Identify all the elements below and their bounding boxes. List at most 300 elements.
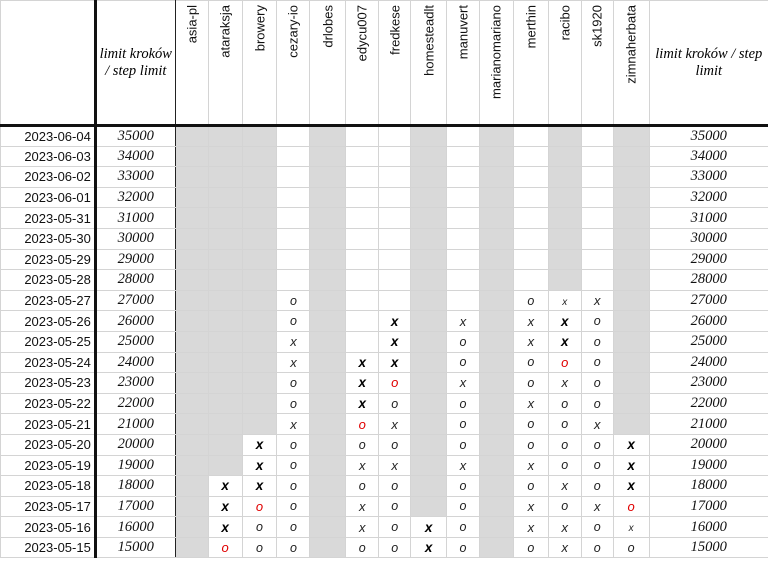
status-cell[interactable] bbox=[581, 187, 613, 208]
status-cell[interactable] bbox=[379, 249, 411, 270]
status-cell[interactable] bbox=[411, 455, 447, 476]
limit-cell-right[interactable]: 21000 bbox=[649, 414, 768, 435]
status-cell[interactable] bbox=[379, 187, 411, 208]
status-cell[interactable] bbox=[175, 249, 208, 270]
status-cell[interactable] bbox=[208, 167, 242, 188]
status-cell[interactable] bbox=[581, 352, 613, 373]
status-cell[interactable] bbox=[479, 393, 513, 414]
status-cell[interactable] bbox=[277, 167, 310, 188]
status-cell[interactable] bbox=[447, 393, 480, 414]
limit-cell[interactable]: 17000 bbox=[95, 496, 175, 517]
status-cell[interactable] bbox=[613, 476, 649, 497]
limit-cell-right[interactable]: 33000 bbox=[649, 167, 768, 188]
status-cell[interactable] bbox=[310, 517, 346, 538]
status-cell[interactable] bbox=[479, 146, 513, 167]
status-cell[interactable] bbox=[548, 476, 581, 497]
status-cell[interactable] bbox=[581, 290, 613, 311]
status-cell[interactable] bbox=[447, 249, 480, 270]
status-cell[interactable] bbox=[513, 517, 548, 538]
limit-cell[interactable]: 21000 bbox=[95, 414, 175, 435]
status-cell[interactable] bbox=[613, 393, 649, 414]
status-cell[interactable] bbox=[581, 434, 613, 455]
limit-cell[interactable]: 31000 bbox=[95, 208, 175, 229]
status-cell[interactable] bbox=[447, 517, 480, 538]
status-cell[interactable] bbox=[548, 167, 581, 188]
date-cell[interactable]: 2023-05-26 bbox=[1, 311, 96, 332]
status-cell[interactable] bbox=[447, 208, 480, 229]
status-cell[interactable] bbox=[242, 311, 277, 332]
status-cell[interactable] bbox=[346, 331, 379, 352]
status-cell[interactable] bbox=[175, 228, 208, 249]
limit-cell[interactable]: 35000 bbox=[95, 126, 175, 147]
status-cell[interactable] bbox=[310, 393, 346, 414]
status-cell[interactable] bbox=[277, 331, 310, 352]
status-cell[interactable] bbox=[346, 290, 379, 311]
status-cell[interactable] bbox=[447, 270, 480, 291]
status-cell[interactable] bbox=[242, 434, 277, 455]
limit-cell[interactable]: 20000 bbox=[95, 434, 175, 455]
status-cell[interactable] bbox=[277, 352, 310, 373]
status-cell[interactable] bbox=[479, 187, 513, 208]
status-cell[interactable] bbox=[447, 537, 480, 558]
user-column-header-asia-pl[interactable] bbox=[175, 1, 208, 126]
status-cell[interactable] bbox=[208, 352, 242, 373]
date-cell[interactable]: 2023-05-29 bbox=[1, 249, 96, 270]
status-cell[interactable] bbox=[277, 249, 310, 270]
status-cell[interactable] bbox=[379, 208, 411, 229]
status-cell[interactable] bbox=[277, 537, 310, 558]
limit-cell-right[interactable]: 25000 bbox=[649, 331, 768, 352]
status-cell[interactable] bbox=[208, 270, 242, 291]
limit-cell[interactable]: 34000 bbox=[95, 146, 175, 167]
status-cell[interactable] bbox=[208, 311, 242, 332]
status-cell[interactable] bbox=[447, 187, 480, 208]
status-cell[interactable] bbox=[277, 187, 310, 208]
status-cell[interactable] bbox=[581, 331, 613, 352]
status-cell[interactable] bbox=[310, 537, 346, 558]
date-cell[interactable]: 2023-06-03 bbox=[1, 146, 96, 167]
status-cell[interactable] bbox=[346, 373, 379, 394]
status-cell[interactable] bbox=[175, 373, 208, 394]
status-cell[interactable] bbox=[447, 146, 480, 167]
status-cell[interactable] bbox=[242, 331, 277, 352]
status-cell[interactable] bbox=[548, 146, 581, 167]
status-cell[interactable] bbox=[581, 126, 613, 147]
status-cell[interactable] bbox=[411, 311, 447, 332]
status-cell[interactable] bbox=[379, 167, 411, 188]
status-cell[interactable] bbox=[379, 146, 411, 167]
limit-cell-right[interactable]: 30000 bbox=[649, 228, 768, 249]
date-cell[interactable]: 2023-05-31 bbox=[1, 208, 96, 229]
status-cell[interactable] bbox=[242, 290, 277, 311]
status-cell[interactable] bbox=[208, 496, 242, 517]
status-cell[interactable] bbox=[548, 414, 581, 435]
status-cell[interactable] bbox=[242, 146, 277, 167]
status-cell[interactable] bbox=[513, 455, 548, 476]
limit-cell-right[interactable]: 26000 bbox=[649, 311, 768, 332]
status-cell[interactable] bbox=[208, 290, 242, 311]
limit-cell-right[interactable]: 18000 bbox=[649, 476, 768, 497]
status-cell[interactable] bbox=[613, 126, 649, 147]
status-cell[interactable] bbox=[513, 187, 548, 208]
status-cell[interactable] bbox=[310, 496, 346, 517]
status-cell[interactable] bbox=[346, 167, 379, 188]
user-column-header-racibo[interactable] bbox=[548, 1, 581, 126]
status-cell[interactable] bbox=[581, 228, 613, 249]
status-cell[interactable] bbox=[513, 167, 548, 188]
status-cell[interactable] bbox=[411, 290, 447, 311]
status-cell[interactable] bbox=[613, 352, 649, 373]
status-cell[interactable] bbox=[310, 373, 346, 394]
date-cell[interactable]: 2023-05-21 bbox=[1, 414, 96, 435]
status-cell[interactable] bbox=[346, 208, 379, 229]
status-cell[interactable] bbox=[513, 146, 548, 167]
status-cell[interactable] bbox=[548, 434, 581, 455]
status-cell[interactable] bbox=[513, 228, 548, 249]
limit-cell[interactable]: 27000 bbox=[95, 290, 175, 311]
status-cell[interactable] bbox=[208, 393, 242, 414]
status-cell[interactable] bbox=[175, 414, 208, 435]
status-cell[interactable] bbox=[513, 208, 548, 229]
status-cell[interactable] bbox=[346, 537, 379, 558]
status-cell[interactable] bbox=[175, 167, 208, 188]
status-cell[interactable] bbox=[513, 290, 548, 311]
status-cell[interactable] bbox=[479, 537, 513, 558]
status-cell[interactable] bbox=[208, 476, 242, 497]
status-cell[interactable] bbox=[175, 496, 208, 517]
status-cell[interactable] bbox=[379, 352, 411, 373]
limit-cell-right[interactable]: 15000 bbox=[649, 537, 768, 558]
status-cell[interactable] bbox=[613, 496, 649, 517]
limit-column-header-right[interactable] bbox=[649, 1, 768, 126]
status-cell[interactable] bbox=[208, 208, 242, 229]
status-cell[interactable] bbox=[208, 187, 242, 208]
status-cell[interactable] bbox=[208, 517, 242, 538]
date-cell[interactable]: 2023-05-28 bbox=[1, 270, 96, 291]
user-column-header-cezary-io[interactable] bbox=[277, 1, 310, 126]
status-cell[interactable] bbox=[447, 126, 480, 147]
status-cell[interactable] bbox=[310, 249, 346, 270]
status-cell[interactable] bbox=[310, 187, 346, 208]
status-cell[interactable] bbox=[277, 414, 310, 435]
status-cell[interactable] bbox=[208, 331, 242, 352]
status-cell[interactable] bbox=[513, 414, 548, 435]
limit-cell-right[interactable]: 34000 bbox=[649, 146, 768, 167]
status-cell[interactable] bbox=[581, 208, 613, 229]
status-cell[interactable] bbox=[548, 537, 581, 558]
status-cell[interactable] bbox=[613, 167, 649, 188]
status-cell[interactable] bbox=[411, 249, 447, 270]
status-cell[interactable] bbox=[479, 290, 513, 311]
status-cell[interactable] bbox=[447, 373, 480, 394]
status-cell[interactable] bbox=[411, 393, 447, 414]
status-cell[interactable] bbox=[175, 537, 208, 558]
status-cell[interactable] bbox=[277, 311, 310, 332]
limit-cell-right[interactable]: 24000 bbox=[649, 352, 768, 373]
status-cell[interactable] bbox=[277, 126, 310, 147]
status-cell[interactable] bbox=[411, 126, 447, 147]
status-cell[interactable] bbox=[242, 249, 277, 270]
status-cell[interactable] bbox=[277, 476, 310, 497]
date-cell[interactable]: 2023-06-01 bbox=[1, 187, 96, 208]
status-cell[interactable] bbox=[379, 331, 411, 352]
status-cell[interactable] bbox=[346, 126, 379, 147]
status-cell[interactable] bbox=[242, 208, 277, 229]
status-cell[interactable] bbox=[581, 517, 613, 538]
status-cell[interactable] bbox=[447, 455, 480, 476]
status-cell[interactable] bbox=[613, 537, 649, 558]
date-cell[interactable]: 2023-05-22 bbox=[1, 393, 96, 414]
status-cell[interactable] bbox=[479, 249, 513, 270]
status-cell[interactable] bbox=[581, 393, 613, 414]
limit-cell[interactable]: 30000 bbox=[95, 228, 175, 249]
status-cell[interactable] bbox=[548, 126, 581, 147]
status-cell[interactable] bbox=[208, 126, 242, 147]
status-cell[interactable] bbox=[277, 373, 310, 394]
status-cell[interactable] bbox=[346, 228, 379, 249]
status-cell[interactable] bbox=[581, 249, 613, 270]
status-cell[interactable] bbox=[175, 270, 208, 291]
date-column-header[interactable] bbox=[1, 1, 96, 126]
limit-cell[interactable]: 22000 bbox=[95, 393, 175, 414]
status-cell[interactable] bbox=[379, 311, 411, 332]
status-cell[interactable] bbox=[613, 208, 649, 229]
status-cell[interactable] bbox=[411, 146, 447, 167]
status-cell[interactable] bbox=[447, 311, 480, 332]
limit-cell-right[interactable]: 32000 bbox=[649, 187, 768, 208]
status-cell[interactable] bbox=[242, 476, 277, 497]
status-cell[interactable] bbox=[242, 414, 277, 435]
status-cell[interactable] bbox=[513, 311, 548, 332]
date-cell[interactable]: 2023-05-19 bbox=[1, 455, 96, 476]
status-cell[interactable] bbox=[242, 187, 277, 208]
status-cell[interactable] bbox=[613, 373, 649, 394]
status-cell[interactable] bbox=[310, 311, 346, 332]
date-cell[interactable]: 2023-05-20 bbox=[1, 434, 96, 455]
status-cell[interactable] bbox=[479, 496, 513, 517]
status-cell[interactable] bbox=[175, 517, 208, 538]
status-cell[interactable] bbox=[411, 414, 447, 435]
status-cell[interactable] bbox=[447, 331, 480, 352]
user-column-header-edycu007[interactable] bbox=[346, 1, 379, 126]
status-cell[interactable] bbox=[175, 393, 208, 414]
limit-cell-right[interactable]: 35000 bbox=[649, 126, 768, 147]
status-cell[interactable] bbox=[379, 126, 411, 147]
status-cell[interactable] bbox=[242, 167, 277, 188]
status-cell[interactable] bbox=[613, 517, 649, 538]
status-cell[interactable] bbox=[411, 208, 447, 229]
status-cell[interactable] bbox=[613, 228, 649, 249]
status-cell[interactable] bbox=[479, 331, 513, 352]
status-cell[interactable] bbox=[513, 352, 548, 373]
status-cell[interactable] bbox=[447, 352, 480, 373]
status-cell[interactable] bbox=[479, 208, 513, 229]
status-cell[interactable] bbox=[379, 476, 411, 497]
status-cell[interactable] bbox=[581, 455, 613, 476]
status-cell[interactable] bbox=[175, 434, 208, 455]
status-cell[interactable] bbox=[411, 517, 447, 538]
limit-cell[interactable]: 28000 bbox=[95, 270, 175, 291]
user-column-header-marianomariano[interactable] bbox=[479, 1, 513, 126]
status-cell[interactable] bbox=[175, 455, 208, 476]
date-cell[interactable]: 2023-05-18 bbox=[1, 476, 96, 497]
limit-column-header[interactable] bbox=[95, 1, 175, 126]
limit-cell-right[interactable]: 17000 bbox=[649, 496, 768, 517]
status-cell[interactable] bbox=[613, 146, 649, 167]
user-column-header-fredkese[interactable] bbox=[379, 1, 411, 126]
status-cell[interactable] bbox=[277, 270, 310, 291]
status-cell[interactable] bbox=[513, 537, 548, 558]
limit-cell-right[interactable]: 27000 bbox=[649, 290, 768, 311]
status-cell[interactable] bbox=[548, 393, 581, 414]
limit-cell[interactable]: 19000 bbox=[95, 455, 175, 476]
status-cell[interactable] bbox=[208, 455, 242, 476]
status-cell[interactable] bbox=[411, 228, 447, 249]
status-cell[interactable] bbox=[379, 393, 411, 414]
status-cell[interactable] bbox=[548, 517, 581, 538]
status-cell[interactable] bbox=[346, 311, 379, 332]
status-cell[interactable] bbox=[447, 496, 480, 517]
status-cell[interactable] bbox=[277, 146, 310, 167]
status-cell[interactable] bbox=[411, 537, 447, 558]
limit-cell-right[interactable]: 28000 bbox=[649, 270, 768, 291]
status-cell[interactable] bbox=[613, 331, 649, 352]
status-cell[interactable] bbox=[242, 537, 277, 558]
status-cell[interactable] bbox=[208, 249, 242, 270]
status-cell[interactable] bbox=[175, 208, 208, 229]
status-cell[interactable] bbox=[479, 434, 513, 455]
status-cell[interactable] bbox=[447, 476, 480, 497]
user-column-header-manuvert[interactable] bbox=[447, 1, 480, 126]
status-cell[interactable] bbox=[346, 187, 379, 208]
status-cell[interactable] bbox=[479, 352, 513, 373]
status-cell[interactable] bbox=[379, 373, 411, 394]
status-cell[interactable] bbox=[447, 434, 480, 455]
status-cell[interactable] bbox=[479, 311, 513, 332]
status-cell[interactable] bbox=[581, 270, 613, 291]
user-column-header-merthin[interactable] bbox=[513, 1, 548, 126]
status-cell[interactable] bbox=[310, 290, 346, 311]
status-cell[interactable] bbox=[613, 311, 649, 332]
limit-cell-right[interactable]: 31000 bbox=[649, 208, 768, 229]
status-cell[interactable] bbox=[346, 393, 379, 414]
limit-cell[interactable]: 24000 bbox=[95, 352, 175, 373]
status-cell[interactable] bbox=[447, 414, 480, 435]
status-cell[interactable] bbox=[411, 187, 447, 208]
status-cell[interactable] bbox=[479, 517, 513, 538]
status-cell[interactable] bbox=[277, 393, 310, 414]
status-cell[interactable] bbox=[581, 146, 613, 167]
status-cell[interactable] bbox=[479, 126, 513, 147]
status-cell[interactable] bbox=[548, 373, 581, 394]
user-column-header-homesteadlt[interactable] bbox=[411, 1, 447, 126]
date-cell[interactable]: 2023-06-04 bbox=[1, 126, 96, 147]
status-cell[interactable] bbox=[310, 208, 346, 229]
status-cell[interactable] bbox=[242, 126, 277, 147]
status-cell[interactable] bbox=[513, 373, 548, 394]
status-cell[interactable] bbox=[513, 434, 548, 455]
status-cell[interactable] bbox=[548, 290, 581, 311]
status-cell[interactable] bbox=[479, 455, 513, 476]
status-cell[interactable] bbox=[175, 126, 208, 147]
status-cell[interactable] bbox=[310, 167, 346, 188]
status-cell[interactable] bbox=[175, 187, 208, 208]
status-cell[interactable] bbox=[411, 331, 447, 352]
status-cell[interactable] bbox=[513, 249, 548, 270]
date-cell[interactable]: 2023-06-02 bbox=[1, 167, 96, 188]
status-cell[interactable] bbox=[513, 496, 548, 517]
status-cell[interactable] bbox=[277, 228, 310, 249]
user-column-header-zimnaherbata[interactable] bbox=[613, 1, 649, 126]
limit-cell[interactable]: 15000 bbox=[95, 537, 175, 558]
status-cell[interactable] bbox=[310, 414, 346, 435]
status-cell[interactable] bbox=[411, 373, 447, 394]
status-cell[interactable] bbox=[379, 414, 411, 435]
status-cell[interactable] bbox=[346, 270, 379, 291]
status-cell[interactable] bbox=[479, 167, 513, 188]
status-cell[interactable] bbox=[581, 496, 613, 517]
status-cell[interactable] bbox=[208, 373, 242, 394]
status-cell[interactable] bbox=[175, 290, 208, 311]
date-cell[interactable]: 2023-05-17 bbox=[1, 496, 96, 517]
status-cell[interactable] bbox=[613, 290, 649, 311]
status-cell[interactable] bbox=[581, 167, 613, 188]
status-cell[interactable] bbox=[346, 434, 379, 455]
date-cell[interactable]: 2023-05-25 bbox=[1, 331, 96, 352]
user-column-header-ataraksja[interactable] bbox=[208, 1, 242, 126]
limit-cell[interactable]: 32000 bbox=[95, 187, 175, 208]
limit-cell-right[interactable]: 22000 bbox=[649, 393, 768, 414]
status-cell[interactable] bbox=[310, 126, 346, 147]
status-cell[interactable] bbox=[208, 414, 242, 435]
limit-cell[interactable]: 16000 bbox=[95, 517, 175, 538]
status-cell[interactable] bbox=[581, 414, 613, 435]
status-cell[interactable] bbox=[548, 270, 581, 291]
status-cell[interactable] bbox=[548, 331, 581, 352]
date-cell[interactable]: 2023-05-15 bbox=[1, 537, 96, 558]
status-cell[interactable] bbox=[479, 228, 513, 249]
status-cell[interactable] bbox=[548, 352, 581, 373]
status-cell[interactable] bbox=[310, 146, 346, 167]
status-cell[interactable] bbox=[379, 228, 411, 249]
status-cell[interactable] bbox=[613, 270, 649, 291]
user-column-header-browery[interactable] bbox=[242, 1, 277, 126]
status-cell[interactable] bbox=[548, 208, 581, 229]
status-cell[interactable] bbox=[513, 476, 548, 497]
status-cell[interactable] bbox=[379, 537, 411, 558]
status-cell[interactable] bbox=[277, 208, 310, 229]
status-cell[interactable] bbox=[175, 331, 208, 352]
status-cell[interactable] bbox=[479, 270, 513, 291]
status-cell[interactable] bbox=[346, 414, 379, 435]
status-cell[interactable] bbox=[277, 517, 310, 538]
date-cell[interactable]: 2023-05-24 bbox=[1, 352, 96, 373]
status-cell[interactable] bbox=[277, 434, 310, 455]
status-cell[interactable] bbox=[613, 434, 649, 455]
status-cell[interactable] bbox=[310, 455, 346, 476]
status-cell[interactable] bbox=[277, 455, 310, 476]
status-cell[interactable] bbox=[548, 249, 581, 270]
limit-cell[interactable]: 25000 bbox=[95, 331, 175, 352]
status-cell[interactable] bbox=[581, 476, 613, 497]
status-cell[interactable] bbox=[479, 414, 513, 435]
status-cell[interactable] bbox=[613, 187, 649, 208]
status-cell[interactable] bbox=[379, 290, 411, 311]
limit-cell[interactable]: 18000 bbox=[95, 476, 175, 497]
limit-cell[interactable]: 23000 bbox=[95, 373, 175, 394]
status-cell[interactable] bbox=[242, 373, 277, 394]
status-cell[interactable] bbox=[242, 270, 277, 291]
